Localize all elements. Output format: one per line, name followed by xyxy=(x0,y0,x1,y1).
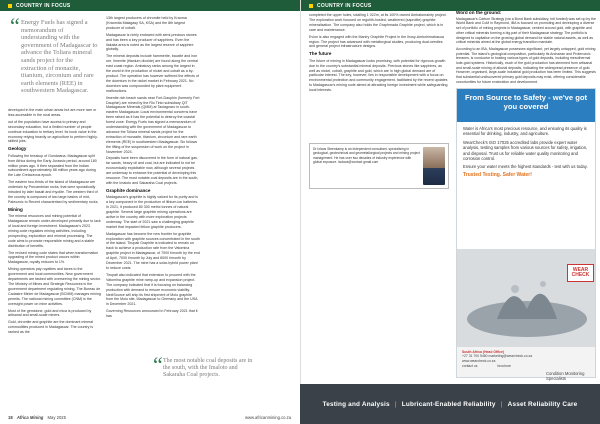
author-bio-box xyxy=(309,143,449,189)
open-quote-icon: “ xyxy=(10,13,20,38)
section-title: COUNTRY IN FOCUS xyxy=(16,2,71,9)
paragraph: Ilmenite rich beach sands near Fort-Dauphin (formerly Fort Dauphin) are mined by the Rio Tinto subsidiary QIT Madagascar Minerals (QMM) at Taolagnaro in south-eastern Madagascar. Local environmental concerns have been raised as it has the potential to destroy the coastal forest zone. Energy Fuels has signed a memorandum of understanding with the government of Madagascar to advance the Toliara mineral sands project for the extraction of monazite, titanium, zirconium and rare earth elements (REE) in southwestern Madagascar. Six follows the lifting of the suspension of work on the project in November 2024. xyxy=(106,95,200,154)
magazine-name: Africa Mining xyxy=(16,415,44,420)
ad-paragraph: Ensure your water meets the highest standards - test with us today. xyxy=(463,164,588,170)
paragraph: Madagascar has become the new frontier for graphite exploration with graphite sources concentrated in the south of the island. Tirupati Graphite is indicated to remain on track to achieve a production rate from the Vatomina graphite project in Madagascar, of 7000 t/month by the end of April, 7000 t/month by July and 8000 t/month by December 2021. The mine has a solar-hybrid power plant to reduce costs. xyxy=(106,231,200,270)
ad-links xyxy=(462,364,592,368)
banner-item: Testing and Analysis xyxy=(322,400,390,408)
author-photo xyxy=(423,147,445,185)
right-page xyxy=(300,0,600,424)
paragraph: Madagascar's Carbon Strategy (via a Bond Bank subsidiary, Intl funded) was set up by the World Bank and CoM in Raymond, IBA is focused on promoting and developing a diverse set of portfolio of mining projects in Madagascar, centred around gold, with graphite and other critical minerals forming a big part of their Madagascar strategy. The portfolio is designed to capitalise on the growing global demand for stable natural assets, as well as critical minerals aimed at the global energy transition mandate. xyxy=(456,16,596,45)
footer-right xyxy=(546,371,600,381)
paragraph: The revised mining code states that when transformation upgrading of the mined product occurs within Madagascar, royalty reduces to 1%. xyxy=(8,250,99,265)
section-header-left xyxy=(0,0,300,11)
paragraph: The mineral resources and mining potential of Madagascar remain under-developed primarily due to lack of local and foreign investment. Madagascar's 2023 mining code regulates mining activities, including prospecting, exploration and mineral processing. The code aims to promote responsible mining and a stable distribution of benefits. xyxy=(8,214,101,248)
paragraph: Madagascar's graphite is highly valued for its purity and is a key component in the production of lithium-ion batteries. In 2021, it produced 80 300 metric tonnes of natural graphite. Several large graphite mining operations are active in the country with more exploration projects underway. The start of 2021 saw a challenging graphite market that impacted fellow graphite producers. xyxy=(106,195,199,229)
paragraph: According to an IBA, Madagascar possesses significant, yet largely untapped, gold mining potential. The island's geological composition, particularly its Archaean and Proterozoic terranes, is conducive to hosting various types of gold deposits, including mesothermal lode-gold systems. Historically, much of the gold production has stemmed from artisanal and small-scale mining of alluvial deposits, indicating the widespread presence of gold. However, organised, large-scale industrial gold production has been limited. This suggests that substantial undiscovered primary gold deposits may exist, offering considerable opportunities for future exploration and development. xyxy=(456,46,596,83)
ad-paragraph: WearCheck's ISO 17025 accredited labs provide expert water analysis, testing samples from various sources for safety, irrigation, and disposal. Trust us for reliable water quality monitoring and corrosion control. xyxy=(463,139,588,162)
contact-us-link[interactable]: contact us xyxy=(462,364,478,369)
banner-item: Lubricant-Enabled Reliability xyxy=(401,400,496,408)
paragraph: Evion is also engaged with the Maniry Graphite Project in the Ihosy-Ambohimahasoa region. The project has advanced with metallurgical studies, producing dual-needles and general project infrastructure designs. xyxy=(309,34,444,49)
left-column-2 xyxy=(106,16,200,356)
paragraph: out of the population have access to primary and secondary education, but a limited number of people continue education to tertiary level. Its book value in the economy relying heavily on agriculture to perform highly-skilled jobs. xyxy=(8,119,99,144)
page-number: 18 xyxy=(8,415,13,420)
logo-bottom: CHECK xyxy=(571,272,590,278)
pull-quote-text: Energy Fuels has signed a memorandum of understanding with the government of Madagascar to advance the Toliara mineral sands project for the extraction of monazite, titanium, zirconium and rare earth elements (REE) in southwestern Madagascar. xyxy=(21,19,98,95)
paragraph: Governing Resources announced in February 2021 that it has xyxy=(106,309,198,319)
issue-date: May 2025 xyxy=(47,415,66,420)
subheading-future: The future xyxy=(309,51,332,57)
subheading-geology: Geology xyxy=(8,146,27,152)
open-quote-icon: “ xyxy=(153,352,163,377)
footer-right-of-left xyxy=(245,415,291,420)
word-box-title: Word on the ground: xyxy=(456,11,502,15)
wearcheck-logo xyxy=(567,264,594,282)
services-banner xyxy=(300,384,600,424)
brochure-link[interactable]: brochure xyxy=(497,364,511,369)
paragraph: The future of mining in Madagascar looks promising, with potential for rigorous growth due to the country's substantial mineral deposits. Precious stones like sapphires, as well as nickel, cobalt, graphite and gold, which are in high global demand are of particular interest. The key, however, lies in responsible development with a focus on environmental protection and community engagement, facilitated by the recent updates to Madagascar's mining code aimed at attracting foreign investment while safeguarding local interests. xyxy=(309,58,448,93)
section-header-right xyxy=(301,0,600,11)
paragraph: Gold, chromite and graphite are the dominant mineral commodities produced in Madagascar. The country is ranked as the xyxy=(8,320,94,335)
section-title: COUNTRY IN FOCUS xyxy=(317,2,372,9)
paragraph: 13th largest producers of chromite held by Kraoma (Kraomita Malagasy SA, KSA) and the 8th largest producer of cobalt. xyxy=(106,16,187,30)
paragraph: The mineral deposits include hammerite, bauxite and iron ore. Ilmenite (titanium dioxide) are found along the central east coast region. Ambatovy ranks among the largest in the world in the production of nickel and cobalt as a by-product. The operation has however suffered the effects of the downturn in the nickel market in February 2021. No downturn was compounded by plant equipment malfunctions. xyxy=(106,54,199,93)
paragraph: Most of the gemstone, gold and mica is produced by artisanal and small-scale miners. xyxy=(8,308,92,318)
wearcheck-advert[interactable] xyxy=(456,88,596,378)
contact-title: South Africa (Head Office) xyxy=(462,350,505,354)
paragraph: developed in the main urban areas but are more rare or less accessible in the rural areas. xyxy=(8,108,97,117)
footer-left xyxy=(8,415,66,420)
left-column-1 xyxy=(8,108,101,408)
pull-quote-text: The most notable coal deposits are in the south, with the Imaloto and Sakaraha Coal projects. xyxy=(163,358,253,378)
word-on-the-ground-box xyxy=(456,11,596,83)
logo-top: WEAR xyxy=(572,267,589,273)
paragraph: Following the breakup of Gondwana, Madagascar split from Africa during the Early Jurassic period, around 180 million years ago. It then separated from the Indian subcontinent approximately 88 million years ago during the Late Cretaceous epoch. xyxy=(8,153,97,178)
email-text[interactable]: marketing@wearcheck.co.za xyxy=(488,354,533,359)
paragraph: completed the upper holes, totalling 1 022m, at its 100% owned Ambatomainty project. The exploration work focused on regolith-hosted, weathered (saprolite) graphite mineralisation. The company also holds the Graphmada Graphite project, which is in care and maintenance. xyxy=(309,13,447,32)
separator: | xyxy=(394,400,397,408)
paragraph: Mining operators pay royalties and taxes to the government and local communities. New government departments are tasked with overseeing the mining sector. The Ministry of Mines and Strategic Resources is the government department regulating mining. The Bureau de Cadastre Minier de Madagascar (BCMM) manages mining permits. The national mining committee (CNM) is the oversight power on mine activities. xyxy=(8,267,101,306)
magazine-website[interactable]: www.africanmining.co.za xyxy=(245,415,292,420)
banner-item: Asset Reliability Care xyxy=(507,400,578,408)
header-marker xyxy=(8,4,12,8)
pull-quote-2 xyxy=(153,352,253,379)
separator: | xyxy=(500,400,503,408)
brand-tagline: Condition Monitoring Specialists xyxy=(546,371,585,381)
web-text[interactable]: www.wearcheck.co.za xyxy=(462,358,496,363)
paragraph: The eastern two-thirds of the island of Madagascar are underlain by Precambrian rocks, that were sporadically intruded by later basalt and rhyolite. The western third of the country is composed of two large basins of mid-Paleozoic to Recent characterised by sedimentary rocks. xyxy=(8,180,99,204)
header-marker xyxy=(309,4,313,8)
subheading-mining: Mining xyxy=(8,206,23,212)
ad-tagline: Trusted Testing. Safer Water! xyxy=(463,171,532,178)
author-bio-text: Dr Iolaos Steenkamp is an independent consultant, specialising in geological, geotechnical and geometallurgical projects and mining project management. He has over two decades of industry experience with global exposure. isolaos@contact gmail.com xyxy=(313,147,420,165)
subheading-graphite: Graphite dominance xyxy=(106,187,151,193)
ad-paragraph: Water is Africa's most precious resource, and ensuring its quality is essential for drinking, industry, and agriculture. xyxy=(463,126,587,137)
ad-headline: From Source to Safety - we've got you covered xyxy=(457,89,595,122)
paragraph: Deposits have been discovered in the form of natural gas, tar sands, heavy oil and coal, but are indicated to not be economically exploitable now, although several projects are underway to enhance the potential of developing this resource. The most notable coal deposits are in the south, with the Imaloto and Sakaraha Coal projects. xyxy=(106,156,199,185)
paragraph: Madagascar is richly endowed with semi-precious stones and has been a key producer of sapphires. Even the Ilakaka area is noted as the largest reserve of sapphire globally. xyxy=(106,32,197,52)
phone-text[interactable]: +27 31 700 5460 xyxy=(462,354,488,359)
pull-quote-1 xyxy=(10,13,100,95)
paragraph: Tirupati also indicated that extension to proceed with the Vatomina graphite mine ramp-up and expansion project. The company indicated that it is focusing on balancing production with demand to ensure economic viability. NextSource will ship its first shipment of Molo graphite from the Molo site, Madagascar to Germany and the USA in December 2021. xyxy=(106,272,198,307)
